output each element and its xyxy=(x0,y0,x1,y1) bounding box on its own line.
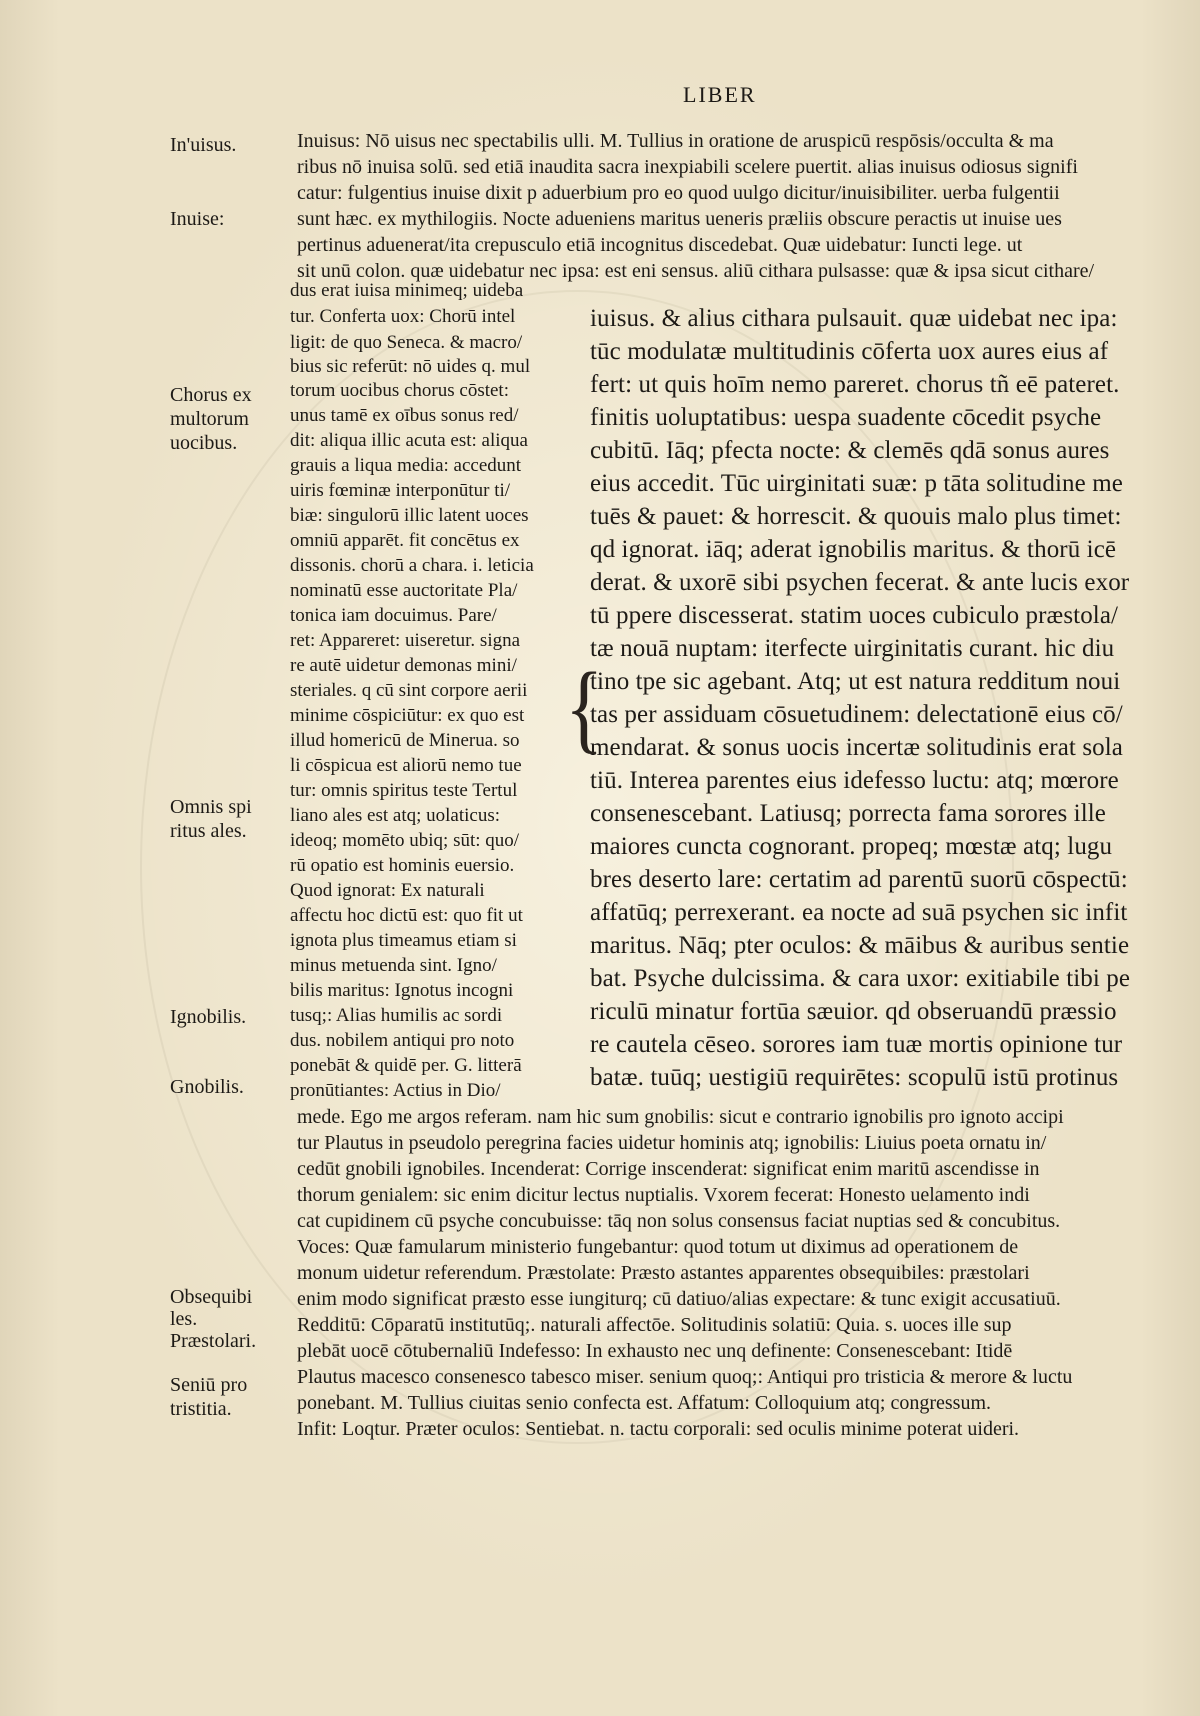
main-text-line: affatūq; perrexerant. ea nocte ad suā psychen sic infit xyxy=(590,899,1128,926)
main-text-line: mendarat. & sonus uocis incertæ solitudinis erat sola xyxy=(590,734,1123,761)
main-text-line: bres deserto lare: certatim ad parentū suorū cōspectū: xyxy=(590,866,1128,893)
main-text-line: riculū minatur fortūa sæuior. qd obseruandū præssio xyxy=(590,998,1117,1025)
commentary-line: Voces: Quæ famularum ministerio fungebantur: quod totum ut diximus ad operationem de xyxy=(297,1236,1019,1258)
margin-note: Præstolari. xyxy=(170,1330,257,1352)
main-text-line: maritus. Nāq; pter oculos: & māibus & auribus sentie xyxy=(590,932,1130,959)
main-text-line: tas per assiduam cōsuetudinem: delectationē eius cō/ xyxy=(590,701,1123,728)
commentary-narrow-line: bilis maritus: Ignotus incogni xyxy=(290,980,514,1001)
commentary-line: tur Plautus in pseudolo peregrina facies uidetur hominis atq; ignobilis: Liuius poeta ornatu in/ xyxy=(297,1132,1047,1154)
main-text-line: derat. & uxorē sibi psychen fecerat. & ante lucis exor xyxy=(590,569,1130,596)
commentary-narrow-line: ret: Appareret: uiseretur. signa xyxy=(290,630,521,651)
commentary-narrow-line: torum uocibus chorus cōstet: xyxy=(290,380,509,401)
commentary-narrow-line: ponebāt & quidē per. G. litterā xyxy=(290,1055,522,1076)
main-text-line: tuēs & pauet: & horrescit. & quouis malo plus timet: xyxy=(590,503,1122,530)
commentary-line: catur: fulgentius inuise dixit p aduerbium pro eo quod uulgo dicitur/inuisibiliter. uerba fulgentii xyxy=(297,182,1060,204)
commentary-narrow-line: tur. Conferta uox: Chorū intel xyxy=(290,306,516,327)
commentary-line: Inuisus: Nō uisus nec spectabilis ulli. M. Tullius in oratione de aruspicū respōsis/occulta & ma xyxy=(297,130,1054,152)
main-text-line: cubitū. Iāq; pfecta nocte: & clemēs qdā sonus aures xyxy=(590,437,1110,464)
commentary-narrow-line: affectu hoc dictū est: quo fit ut xyxy=(290,905,523,926)
main-text-line: maiores cuncta cognorant. propeq; mœstæ atq; lugu xyxy=(590,833,1113,860)
margin-note: ritus ales. xyxy=(170,820,247,842)
commentary-narrow-line: pronūtiantes: Actius in Dio/ xyxy=(290,1080,501,1101)
commentary-narrow-line: liano ales est atq; uolaticus: xyxy=(290,805,501,826)
commentary-line: mede. Ego me argos referam. nam hic sum gnobilis: sicut e contrario ignobilis pro ignoto accipi xyxy=(297,1106,1064,1128)
commentary-line: ponebant. M. Tullius ciuitas senio confecta est. Affatum: Colloquium atq; congressum. xyxy=(297,1392,992,1414)
commentary-narrow-line: minus metuenda sint. Igno/ xyxy=(290,955,497,976)
margin-note: multorum xyxy=(170,408,249,430)
main-text-line: fert: ut quis hoīm nemo pareret. chorus tñ eē pateret. xyxy=(590,371,1120,398)
commentary-line: Redditū: Cōparatū institutūq;. naturali affectōe. Solitudinis solatiū: Quia. s. uoces ille sup xyxy=(297,1314,1012,1336)
margin-note: Omnis spi xyxy=(170,796,252,818)
main-text-line: tæ nouā nuptam: iterfecte uirginitatis curant. hic diu xyxy=(590,635,1115,662)
commentary-narrow-line: uiris fœminæ interponūtur ti/ xyxy=(290,480,511,501)
commentary-narrow-line: ideoq; momēto ubiq; sūt: quo/ xyxy=(290,830,520,851)
commentary-narrow-line: grauis a liqua media: accedunt xyxy=(290,455,522,476)
margin-note: Seniū pro xyxy=(170,1374,248,1396)
commentary-narrow-line: dus erat iuisa minimeq; uideba xyxy=(290,280,524,301)
commentary-narrow-line: bius sic referūt: nō uides q. mul xyxy=(290,356,531,377)
brace-mark: { xyxy=(565,653,604,763)
main-text-line: tino tpe sic agebant. Atq; ut est natura redditum noui xyxy=(590,668,1121,695)
commentary-narrow-line: minime cōspiciūtur: ex quo est xyxy=(290,705,525,726)
main-text-line: finitis uoluptatibus: uespa suadente cōcedit psyche xyxy=(590,404,1102,431)
margin-note: Chorus ex xyxy=(170,384,252,406)
main-text-line: batæ. tuūq; uestigiū requirētes: scopulū istū protinus xyxy=(590,1064,1119,1091)
main-text-line: consenescebant. Latiusq; porrecta fama sorores ille xyxy=(590,800,1107,827)
commentary-narrow-line: dus. nobilem antiqui pro noto xyxy=(290,1030,515,1051)
margin-note: tristitia. xyxy=(170,1398,232,1420)
commentary-line: cat cupidinem cū psyche concubuisse: tāq non solus consensus faciat nuptias sed & concubitus. xyxy=(297,1210,1061,1232)
commentary-narrow-line: nominatū esse auctoritate Pla/ xyxy=(290,580,518,601)
main-text-line: tū ppere discesserat. statim uoces cubiculo præstola/ xyxy=(590,602,1119,629)
margin-note: In'uisus. xyxy=(170,134,237,156)
main-text-line: re cautela cēseo. sorores iam tuæ mortis opinione tur xyxy=(590,1031,1123,1058)
commentary-narrow-line: unus tamē ex oībus sonus red/ xyxy=(290,405,519,426)
commentary-narrow-line: li cōspicua est aliorū nemo tue xyxy=(290,755,522,776)
main-text-line: iuisus. & alius cithara pulsauit. quæ uidebat nec ipa: xyxy=(590,305,1118,332)
commentary-line: cedūt gnobili ignobiles. Incenderat: Corrige inscenderat: significat enim maritū ascendisse in xyxy=(297,1158,1040,1180)
commentary-narrow-line: dissonis. chorū a chara. i. leticia xyxy=(290,555,534,576)
commentary-narrow-line: ligit: de quo Seneca. & macro/ xyxy=(290,332,523,353)
margin-note: uocibus. xyxy=(170,432,238,454)
margin-note: Gnobilis. xyxy=(170,1076,244,1098)
margin-note: Inuise: xyxy=(170,208,225,230)
commentary-line: thorum genialem: sic enim dicitur lectus nuptialis. Vxorem fecerat: Honesto uelamento indi xyxy=(297,1184,1030,1206)
commentary-line: plebāt uocē cōtubernaliū Indefesso: In exhausto nec unq definente: Consenescebant: Itidē xyxy=(297,1340,1013,1362)
commentary-line: Plautus macesco consenesco tabesco miser. senium quoq;: Antiqui pro tristicia & merore & luctu xyxy=(297,1366,1073,1388)
commentary-line: pertinus aduenerat/ita crepusculo etiā incognitus discedebat. Quæ uidebatur: Iuncti lege. ut xyxy=(297,234,1023,256)
commentary-narrow-line: Quod ignorat: Ex naturali xyxy=(290,880,485,901)
running-head: LIBER xyxy=(683,82,757,107)
commentary-narrow-line: steriales. q cū sint corpore aerii xyxy=(290,680,528,701)
main-text-line: qd ignorat. iāq; aderat ignobilis maritus. & thorū icē xyxy=(590,536,1117,563)
commentary-line: sit unū colon. quæ uidebatur nec ipsa: est eni sensus. aliū cithara pulsasse: quæ & ipsa sicut cithare/ xyxy=(297,260,1095,282)
margin-note: les. xyxy=(170,1308,198,1330)
commentary-narrow-line: tur: omnis spiritus teste Tertul xyxy=(290,780,518,801)
commentary-line: Infit: Loqtur. Præter oculos: Sentiebat. n. tactu corporali: sed oculis minime poterat uideri. xyxy=(297,1418,1020,1440)
commentary-narrow-line: tusq;: Alias humilis ac sordi xyxy=(290,1005,503,1026)
margin-note: Obsequibi xyxy=(170,1286,253,1308)
main-text-line: bat. Psyche dulcissima. & cara uxor: exitiabile tibi pe xyxy=(590,965,1131,992)
main-text-line: tūc modulatæ multitudinis cōferta uox aures eius af xyxy=(590,338,1109,365)
commentary-line: ribus nō inuisa solū. sed etiā inaudita sacra inexpiabili scelere puertit. alias inuisus odiosus signifi xyxy=(297,156,1078,178)
commentary-narrow-line: biæ: singulorū illic latent uoces xyxy=(290,505,529,526)
commentary-narrow-line: illud homericū de Minerua. so xyxy=(290,730,520,751)
commentary-narrow-line: tonica iam docuimus. Pare/ xyxy=(290,605,497,626)
main-text-line: tiū. Interea parentes eius idefesso luctu: atq; mœrore xyxy=(590,767,1119,794)
commentary-narrow-line: re autē uidetur demonas mini/ xyxy=(290,655,517,676)
commentary-line: enim modo significat præsto esse iungiturq; cū datiuo/alias expectare: & tunc exigit accusatiuū. xyxy=(297,1288,1061,1310)
commentary-narrow-line: ignota plus timeamus etiam si xyxy=(290,930,517,951)
commentary-narrow-line: omniū apparēt. fit concētus ex xyxy=(290,530,520,551)
commentary-narrow-line: dit: aliqua illic acuta est: aliqua xyxy=(290,430,528,451)
commentary-line: monum uidetur referendum. Præstolate: Præsto astantes apparentes obsequibiles: præstolari xyxy=(297,1262,1030,1284)
commentary-line: sunt hæc. ex mythilogiis. Nocte adueniens maritus ueneris præliis obscure peractis ut inuise ues xyxy=(297,208,1062,230)
main-text-line: eius accedit. Tūc uirginitati suæ: p tāta solitudine me xyxy=(590,470,1123,497)
margin-note: Ignobilis. xyxy=(170,1006,247,1028)
commentary-narrow-line: rū opatio est hominis euersio. xyxy=(290,855,515,876)
